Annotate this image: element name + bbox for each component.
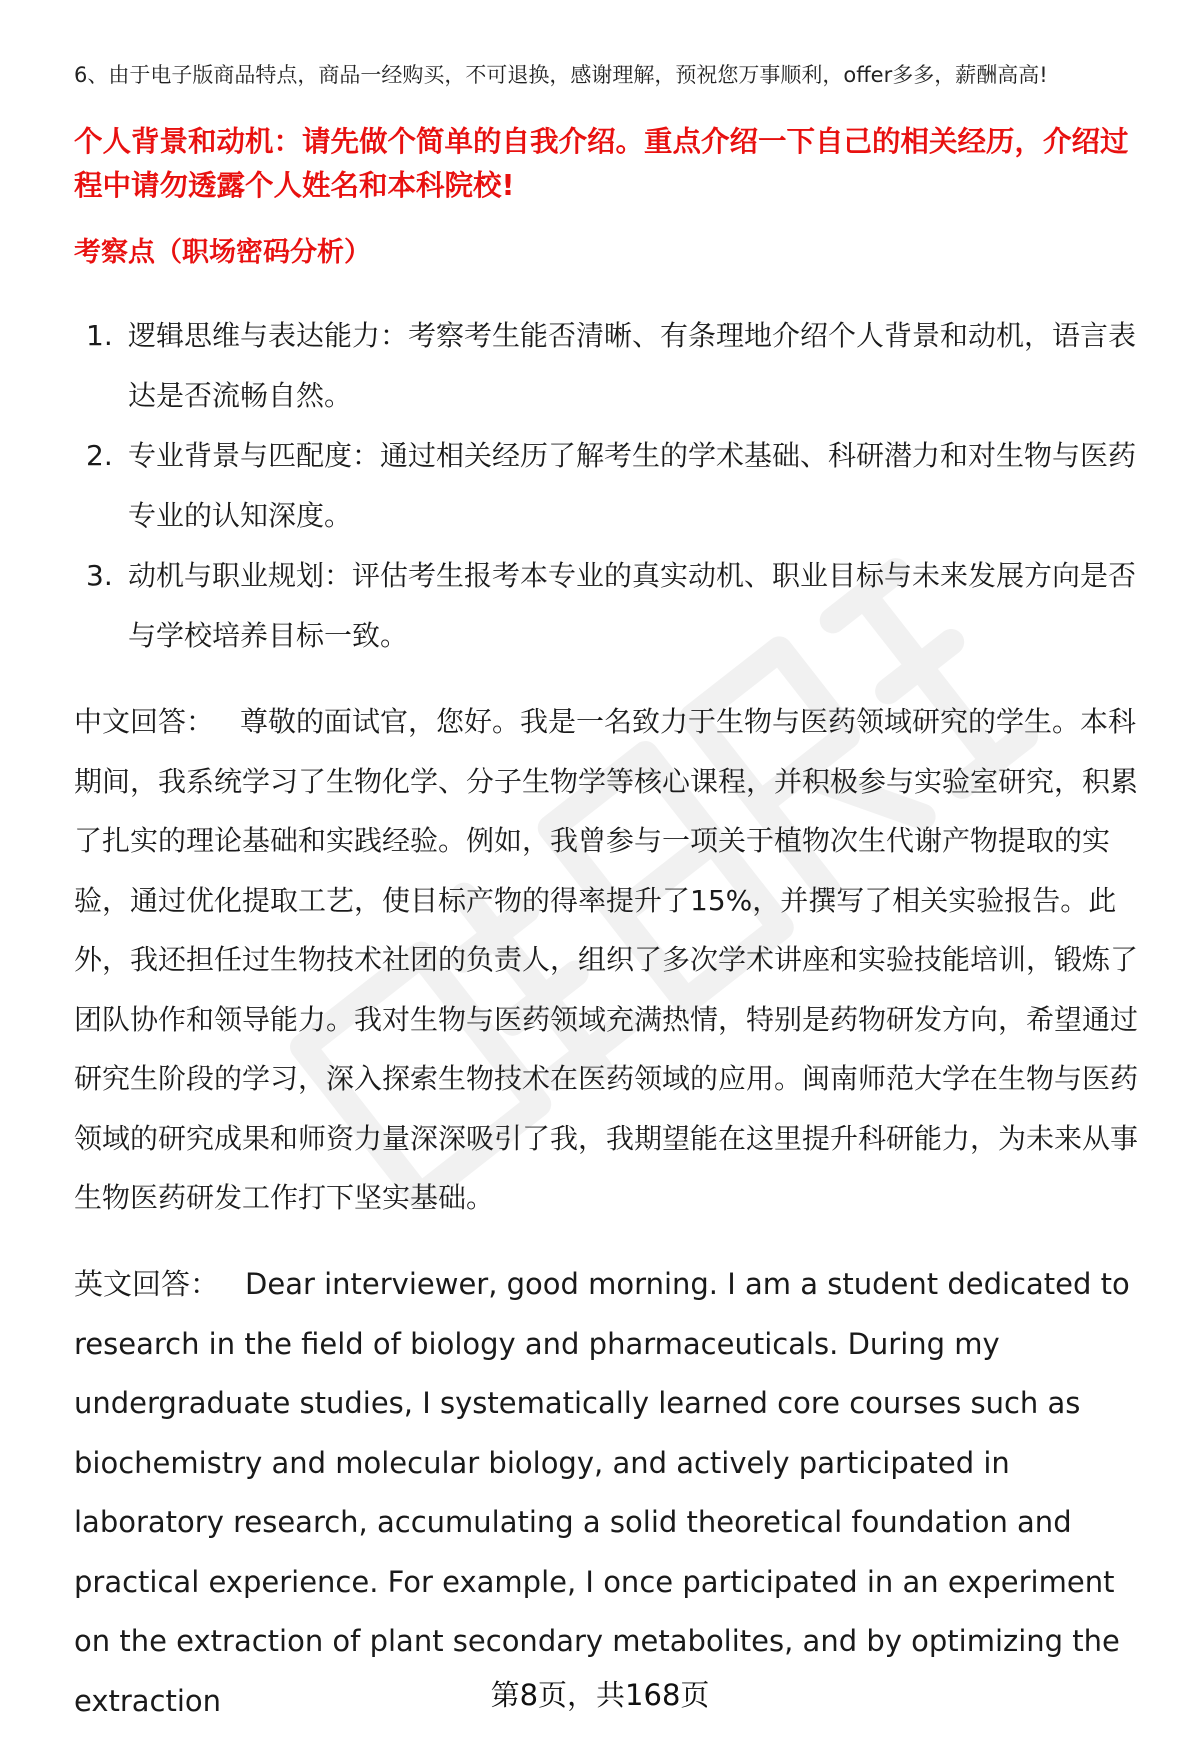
chinese-answer: [74, 692, 1154, 1228]
assessment-point-1: [74, 306, 1154, 426]
chinese-answer-label: 中文回答：: [74, 705, 215, 738]
section-title: 考察点（职场密码分析）: [74, 237, 371, 268]
point-number: 1.: [86, 319, 113, 352]
english-answer-text: Dear interviewer, good morning. I am a student dedicated to research in the field of biology and pharmaceuticals. During my undergraduate studies, I systematically learned core courses such as biochemistry and molecular biology, and actively participated in laboratory research, accumulating a solid theoretical foundation and practical experience. For example, I once participated in an experiment on the extraction of plant secondary metabolites, and by optimizing the extraction: [74, 1267, 1130, 1718]
question-headline: 个人背景和动机：请先做个简单的自我介绍。重点介绍一下自己的相关经历，介绍过程中请勿透露个人姓名和本科院校!: [74, 125, 1129, 202]
assessment-points: [74, 306, 1154, 666]
assessment-point-3: [74, 546, 1154, 666]
english-answer-label: 英文回答：: [74, 1267, 220, 1301]
document-page: [74, 0, 1154, 1755]
page-number-footer: 第8页，共168页: [490, 1678, 710, 1712]
point-number: 2.: [86, 439, 113, 472]
point-text: 动机与职业规划：评估考生报考本专业的真实动机、职业目标与未来发展方向是否与学校培养目标一致。: [128, 559, 1137, 652]
point-number: 3.: [86, 559, 113, 592]
english-answer: [74, 1255, 1154, 1731]
point-text: 逻辑思维与表达能力：考察考生能否清晰、有条理地介绍个人背景和动机，语言表达是否流畅自然。: [128, 319, 1137, 412]
assessment-point-2: [74, 426, 1154, 546]
purchase-notice: 6、由于电子版商品特点，商品一经购买，不可退换，感谢理解，预祝您万事顺利，offer多多，薪酬高高!: [74, 63, 1048, 87]
point-text: 专业背景与匹配度：通过相关经历了解考生的学术基础、科研潜力和对生物与医药专业的认知深度。: [128, 439, 1137, 532]
chinese-answer-text: 尊敬的面试官，您好。我是一名致力于生物与医药领域研究的学生。本科期间，我系统学习了生物化学、分子生物学等核心课程，并积极参与实验室研究，积累了扎实的理论基础和实践经验。例如，我曾参与一项关于植物次生代谢产物提取的实验，通过优化提取工艺，使目标产物的得率提升了15%，并撰写了相关实验报告。此外，我还担任过生物技术社团的负责人，组织了多次学术讲座和实验技能培训，锻炼了团队协作和领导能力。我对生物与医药领域充满热情，特别是药物研发方向，希望通过研究生阶段的学习，深入探索生物技术在医药领域的应用。闽南师范大学在生物与医药领域的研究成果和师资力量深深吸引了我，我期望能在这里提升科研能力，为未来从事生物医药研发工作打下坚实基础。: [74, 705, 1139, 1214]
